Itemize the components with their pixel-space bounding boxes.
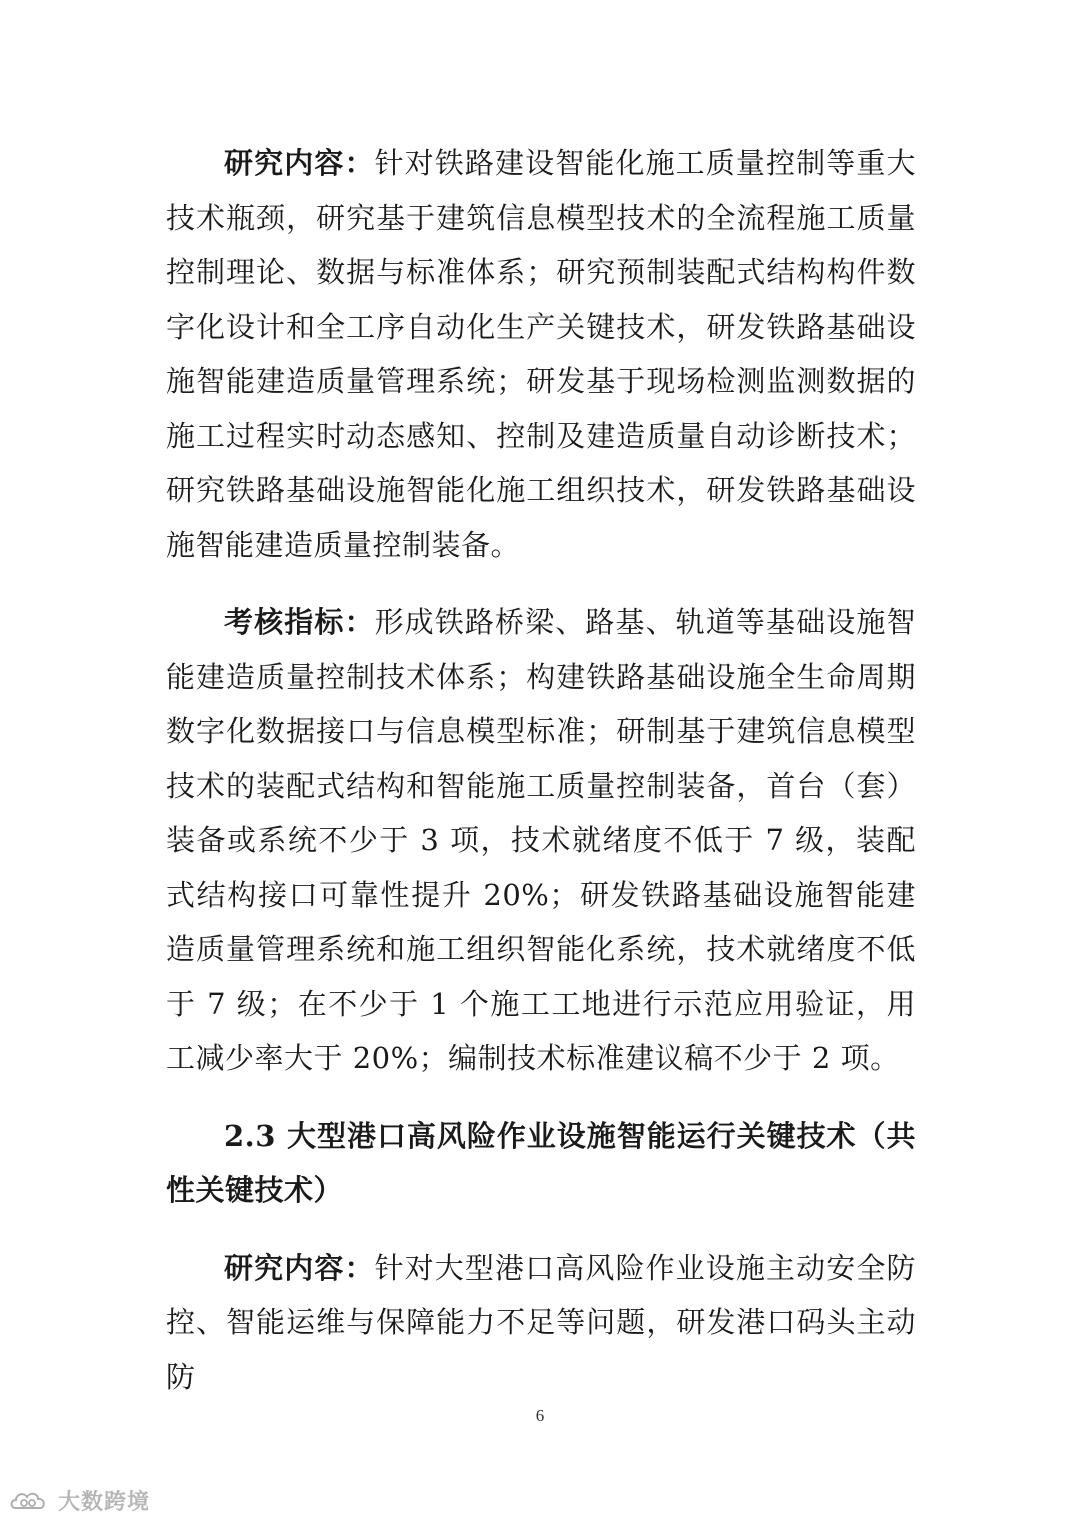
paragraph-research-content: [166, 136, 916, 572]
page-number: 6: [535, 1406, 545, 1425]
watermark-text: 大数跨境: [58, 1490, 151, 1515]
paragraph-lead: 研究内容：: [224, 1250, 375, 1285]
cloud-logo-icon: [8, 1486, 52, 1516]
paragraph-research-content-2: [166, 1241, 916, 1405]
watermark: [8, 1485, 150, 1516]
paragraph-text: 形成铁路桥梁、路基、轨道等基础设施智能建造质量控制技术体系；构建铁路基础设施全生命周期数字化数据接口与信息模型标准；研制基于建筑信息模型技术的装配式结构和智能施工质量控制装备，首台（套）装备或系统不少于 3 项，技术就绪度不低于 7 级，装配式结构接口可靠性提升 20%；研发铁路基础设施智能建造质量管理系统和施工组织智能化系统，技术就绪度不低于 7 级；在不少于 1 个施工工地进行示范应用验证，用工减少率大于 20%；编制技术标准建议稿不少于 2 项。: [166, 605, 916, 1075]
section-heading: 2.3 大型港口高风险作业设施智能运行关键技术（共性关键技术）: [166, 1118, 916, 1207]
paragraph-text: 针对大型港口高风险作业设施主动安全防控、智能运维与保障能力不足等问题，研发港口码头主动防: [166, 1250, 916, 1394]
paragraph-text: 针对铁路建设智能化施工质量控制等重大技术瓶颈，研究基于建筑信息模型技术的全流程施工质量控制理论、数据与标准体系；研究预制装配式结构构件数字化设计和全工序自动化生产关键技术，研发铁路基础设施智能建造质量管理系统；研发基于现场检测监测数据的施工过程实时动态感知、控制及建造质量自动诊断技术；研究铁路基础设施智能化施工组织技术，研发铁路基础设施智能建造质量控制装备。: [166, 146, 916, 562]
page-content: [166, 136, 916, 1404]
paragraph-lead: 研究内容：: [224, 146, 375, 180]
paragraph-assessment-indicators: [166, 595, 916, 1086]
paragraph-lead: 考核指标：: [224, 605, 375, 639]
